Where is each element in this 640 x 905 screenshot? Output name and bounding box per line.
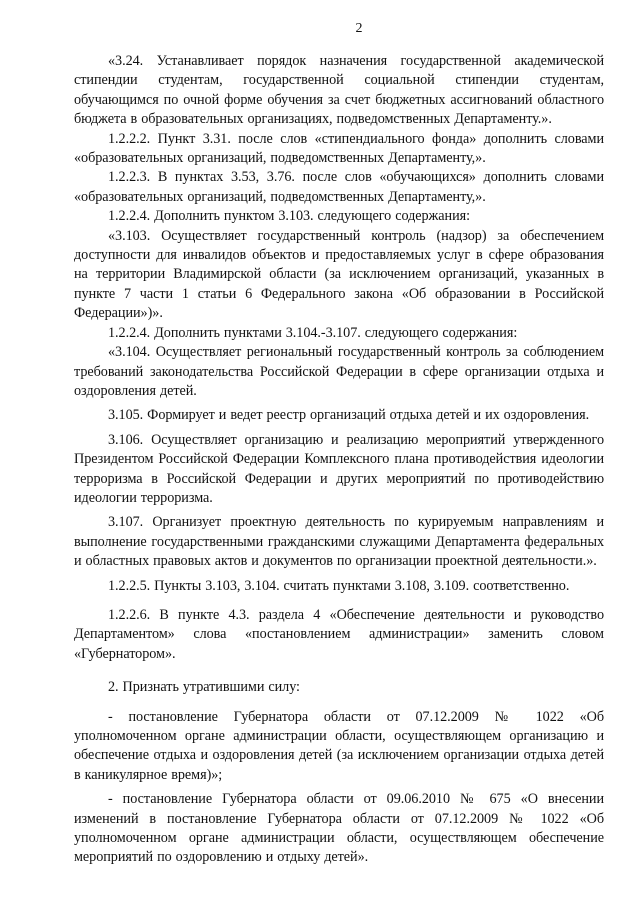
page-number: 2 <box>355 21 363 36</box>
paragraph-1-2-2-2: 1.2.2.2. Пункт 3.31. после слов «стипендиального фонда» дополнить словами «образовательных организаций, подведомственных Департаменту,». <box>74 130 604 167</box>
paragraph-3-106: 3.106. Осуществляет организацию и реализацию мероприятий утвержденного Президентом Российской Федерации Комплексного плана противодействия идеологии терроризма в Российской Федерации и других мероприятий по противодействию идеологии терроризма. <box>74 431 604 506</box>
paragraph-1-2-2-4-b: 1.2.2.4. Дополнить пунктами 3.104.-3.107. следующего содержания: <box>108 324 518 341</box>
paragraph-1-2-2-5: 1.2.2.5. Пункты 3.103, 3.104. считать пунктами 3.108, 3.109. соответственно. <box>108 577 570 594</box>
paragraph-3-107: 3.107. Организует проектную деятельность по курируемым направлениям и выполнение государственными гражданскими служащими Департамента федеральных и областных правовых актов и документов по организации проектной деятельности.». <box>74 514 604 570</box>
paragraph-1-2-2-4-a: 1.2.2.4. Дополнить пунктом 3.103. следующего содержания: <box>108 208 470 225</box>
paragraph-1-2-2-3: 1.2.2.3. В пунктах 3.53, 3.76. после слов «обучающихся» дополнить словами «образовательных организаций, подведомственных Департаменту,». <box>74 169 604 205</box>
paragraph-3-105: 3.105. Формирует и ведет реестр организаций отдыха детей и их оздоровления. <box>108 407 590 424</box>
paragraph-3-24: «3.24. Устанавливает порядок назначения государственной академической стипендии студентам, государственной социальной стипендии студентам, обучающимся по очной форме обучения за счет бюджетных ассигнований областного бюджета в образовательных организациях, подведомственных Департаменту.». <box>74 53 604 128</box>
paragraph-3-104: «3.104. Осуществляет региональный государственный контроль за соблюдением требований законодательства Российской Федерации в сфере организации отдыха и оздоровления детей. <box>74 344 604 399</box>
paragraph-3-103: «3.103. Осуществляет государственный контроль (надзор) за обеспечением доступности для инвалидов объектов и предоставляемых услуг в сфере образования на территории Владимирской области (за исключением организаций, указанных в пункте 7 части 1 статьи 6 Федерального закона «Об образовании в Российской Федерации»)». <box>74 227 604 322</box>
paragraph-1-2-2-6: 1.2.2.6. В пункте 4.3. раздела 4 «Обеспечение деятельности и руководство Департаментом» слова «постановлением администрации» заменить словом «Губернатором». <box>74 606 604 662</box>
list-item-repeal-1: - постановление Губернатора области от 07.12.2009 № 1022 «Об уполномоченном органе администрации области, осуществляющем организацию и обеспечение отдыха и оздоровления детей (за исключением организации отдыха детей в каникулярное время)»; <box>74 708 604 783</box>
list-item-repeal-2: - постановление Губернатора области от 09.06.2010 № 675 «О внесении изменений в постановление Губернатора области от 07.12.2009 № 1022 «Об уполномоченном органе администрации области, осуществляющем обеспечение мероприятий по оздоровлению и отдыху детей». <box>74 791 604 866</box>
paragraph-2: 2. Признать утратившими силу: <box>108 679 300 696</box>
